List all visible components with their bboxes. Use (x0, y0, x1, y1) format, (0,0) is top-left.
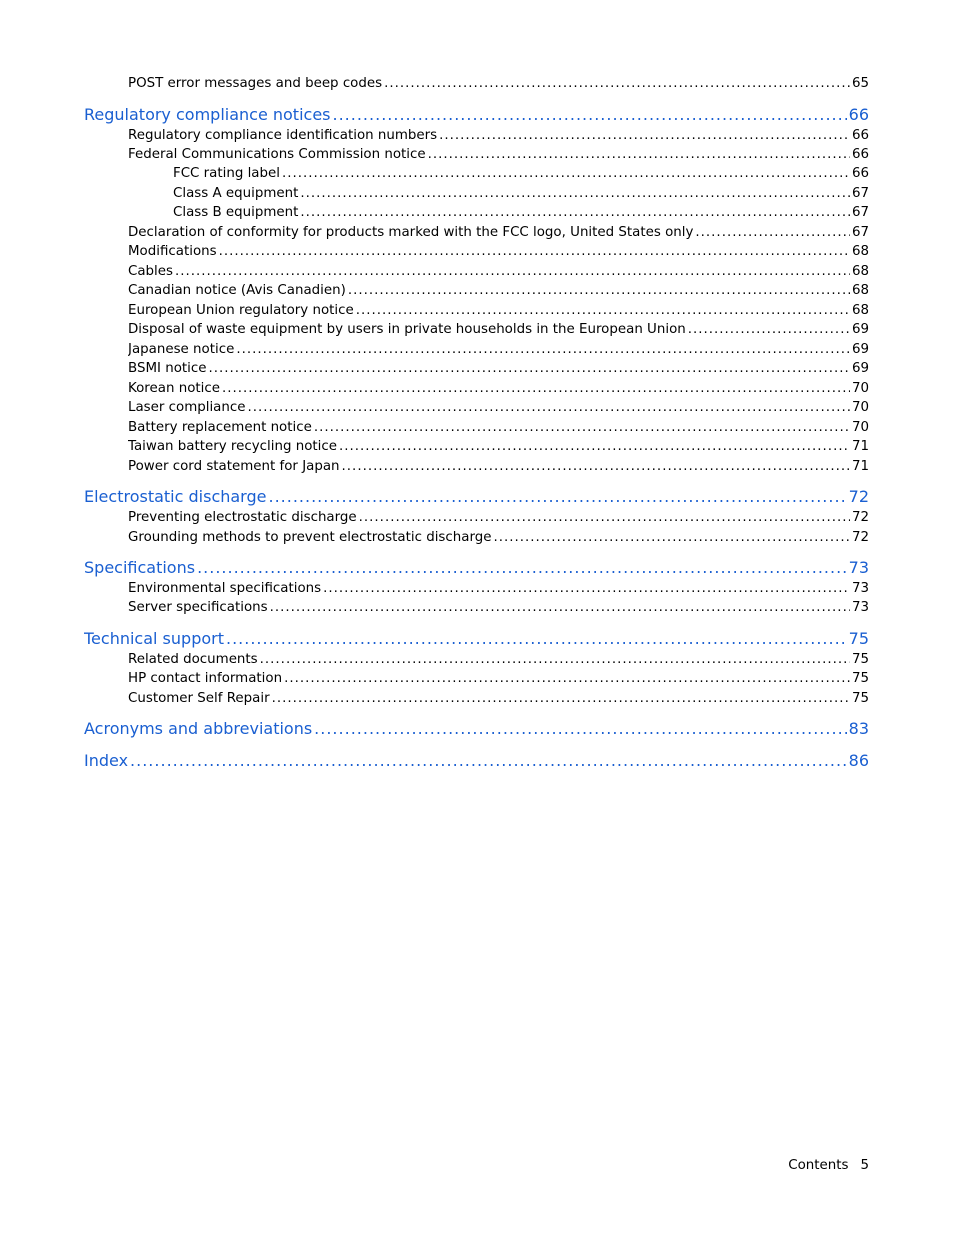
toc-entry[interactable] (128, 652, 869, 670)
dot-leader (348, 283, 850, 298)
toc-entry-page: 69 (851, 361, 869, 376)
toc-entry[interactable] (128, 264, 869, 282)
toc-entry-page: 70 (851, 381, 869, 396)
dot-leader (323, 581, 850, 596)
toc-heading-link[interactable] (84, 751, 869, 773)
dot-leader (282, 166, 850, 181)
dot-leader (260, 652, 850, 667)
toc-entry-title: BSMI notice (128, 361, 207, 376)
dot-leader (339, 439, 850, 454)
toc-entry-page: 66 (848, 105, 869, 124)
toc-entry-page: 72 (851, 510, 869, 525)
toc-entry-page: 65 (851, 76, 869, 91)
toc-entry-title: Declaration of conformity for products marked with the FCC logo, United States only (128, 225, 694, 240)
toc-entry[interactable] (173, 205, 869, 223)
dot-leader (333, 105, 847, 124)
toc-entry-page: 75 (851, 652, 869, 667)
toc-entry-title: European Union regulatory notice (128, 303, 354, 318)
toc-entry-title: Class A equipment (173, 186, 299, 201)
dot-leader (130, 751, 847, 770)
toc-entry-title: HP contact information (128, 671, 283, 686)
dot-leader (359, 510, 850, 525)
dot-leader (247, 400, 849, 415)
toc-entry-page: 73 (851, 581, 869, 596)
toc-entry-title: Japanese notice (128, 342, 235, 357)
dot-leader (270, 600, 850, 615)
toc-entry-title: Acronyms and abbreviations (84, 719, 313, 738)
toc-entry-title: Modifications (128, 244, 217, 259)
dot-leader (384, 76, 850, 91)
dot-leader (222, 381, 850, 396)
toc-entry-title: Class B equipment (173, 205, 299, 220)
toc-entry[interactable] (128, 671, 869, 689)
toc-entry-page: 69 (851, 322, 869, 337)
toc-entry[interactable] (128, 342, 869, 360)
dot-leader (356, 303, 850, 318)
toc-entry-title: Power cord statement for Japan (128, 459, 340, 474)
dot-leader (342, 459, 850, 474)
toc-entry-title: Preventing electrostatic discharge (128, 510, 357, 525)
toc-entry[interactable] (128, 381, 869, 399)
dot-leader (219, 244, 850, 259)
toc-entry-page: 83 (848, 719, 869, 738)
toc-entry-page: 68 (851, 264, 869, 279)
footer-section-label: Contents (788, 1158, 849, 1173)
toc-entry-page: 68 (851, 283, 869, 298)
toc-entry-page: 69 (851, 342, 869, 357)
dot-leader (695, 225, 850, 240)
toc-entry[interactable] (128, 400, 869, 418)
toc-entry[interactable] (128, 244, 869, 262)
toc-entry-title: Cables (128, 264, 173, 279)
toc-entry-page: 66 (851, 147, 869, 162)
toc-entry[interactable] (128, 530, 869, 548)
toc-entry-page: 66 (851, 166, 869, 181)
dot-leader (175, 264, 850, 279)
toc-entry[interactable] (128, 128, 869, 146)
dot-leader (226, 629, 847, 648)
toc-entry-page: 86 (848, 751, 869, 770)
toc-entry-page: 68 (851, 244, 869, 259)
toc-heading-link[interactable] (84, 558, 869, 580)
toc-heading-link[interactable] (84, 105, 869, 127)
toc-entry-page: 70 (851, 400, 869, 415)
toc-entry-title: Server specifications (128, 600, 268, 615)
dot-leader (688, 322, 850, 337)
toc-entry-title: FCC rating label (173, 166, 280, 181)
toc-entry-title: Environmental specifications (128, 581, 322, 596)
dot-leader (428, 147, 850, 162)
toc-entry[interactable] (128, 510, 869, 528)
toc-entry[interactable] (128, 147, 869, 165)
dot-leader (268, 487, 846, 506)
toc-entry-title: Battery replacement notice (128, 420, 312, 435)
page-footer (788, 1158, 869, 1173)
toc-entry-page: 75 (851, 691, 869, 706)
dot-leader (439, 128, 850, 143)
toc-entry-title: Electrostatic discharge (84, 487, 267, 506)
toc-entry-title: Canadian notice (Avis Canadien) (128, 283, 346, 298)
toc-entry[interactable] (128, 76, 869, 94)
toc-entry[interactable] (128, 303, 869, 321)
dot-leader (208, 361, 849, 376)
toc-entry[interactable] (128, 361, 869, 379)
toc-entry-page: 73 (848, 558, 869, 577)
toc-entry-page: 73 (851, 600, 869, 615)
dot-leader (314, 719, 846, 738)
toc-entry-page: 75 (851, 671, 869, 686)
toc-entry-title: Disposal of waste equipment by users in private households in the European Union (128, 322, 686, 337)
toc-entry-title: Specifications (84, 558, 196, 577)
toc-entry-title: Index (84, 751, 129, 770)
toc-entry-page: 67 (851, 205, 869, 220)
toc-entry-page: 75 (848, 629, 869, 648)
toc-entry-page: 70 (851, 420, 869, 435)
toc-entry-title: Customer Self Repair (128, 691, 270, 706)
dot-leader (284, 671, 850, 686)
toc-entry-page: 66 (851, 128, 869, 143)
dot-leader (314, 420, 850, 435)
dot-leader (493, 530, 849, 545)
toc-heading-link[interactable] (84, 629, 869, 651)
toc-entry-page: 72 (851, 530, 869, 545)
toc-entry[interactable] (128, 691, 869, 709)
toc-entry-title: POST error messages and beep codes (128, 76, 383, 91)
toc-entry-page: 71 (851, 459, 869, 474)
toc-entry-title: Korean notice (128, 381, 220, 396)
dot-leader (272, 691, 850, 706)
toc-entry-page: 67 (851, 225, 869, 240)
toc-entry-page: 71 (851, 439, 869, 454)
toc-entry-page: 68 (851, 303, 869, 318)
dot-leader (300, 205, 850, 220)
toc-entry-title: Regulatory compliance notices (84, 105, 331, 124)
toc-entry[interactable] (128, 283, 869, 301)
dot-leader (300, 186, 850, 201)
toc-entry[interactable] (128, 322, 869, 340)
toc-entry-title: Federal Communications Commission notice (128, 147, 426, 162)
footer-page-number: 5 (860, 1158, 869, 1173)
toc-heading-link[interactable] (84, 719, 869, 741)
toc-entry-page: 72 (848, 487, 869, 506)
toc-entry-page: 67 (851, 186, 869, 201)
toc-entry[interactable] (128, 581, 869, 599)
toc-entry[interactable] (128, 600, 869, 618)
toc-entry-title: Technical support (84, 629, 224, 648)
toc-entry[interactable] (128, 420, 869, 438)
dot-leader (236, 342, 850, 357)
toc-entry-title: Regulatory compliance identification numbers (128, 128, 438, 143)
toc-entry-title: Grounding methods to prevent electrostatic discharge (128, 530, 492, 545)
toc-entry[interactable] (128, 439, 869, 457)
toc-entry-title: Related documents (128, 652, 258, 667)
toc-entry[interactable] (173, 166, 869, 184)
toc-heading-link[interactable] (84, 487, 869, 509)
toc-entry-title: Taiwan battery recycling notice (128, 439, 337, 454)
toc-entry[interactable] (128, 225, 869, 243)
toc-entry-title: Laser compliance (128, 400, 246, 415)
toc-entry[interactable] (173, 186, 869, 204)
toc-entry[interactable] (128, 459, 869, 477)
dot-leader (197, 558, 847, 577)
